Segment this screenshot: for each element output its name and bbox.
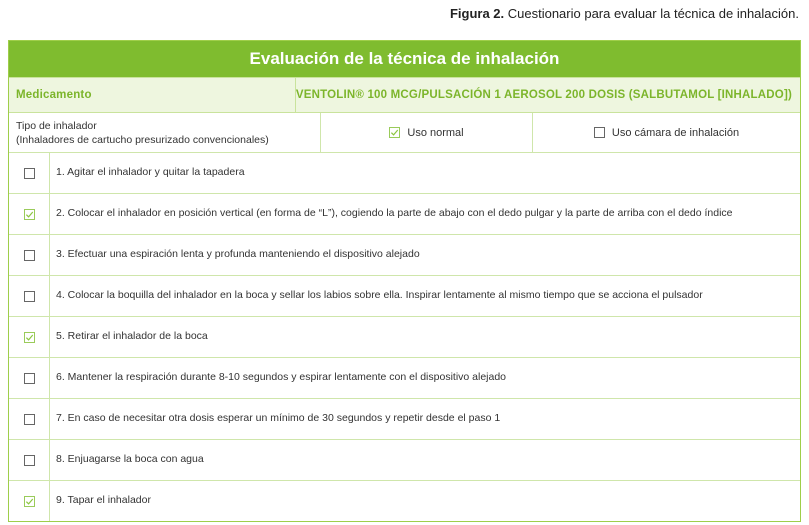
step-row bbox=[9, 358, 800, 399]
normal-use-checkbox[interactable] bbox=[389, 127, 400, 138]
step-text: 8. Enjuagarse la boca con agua bbox=[56, 453, 204, 466]
inhaler-type-row bbox=[9, 113, 800, 153]
step-row bbox=[9, 440, 800, 481]
figure-caption-text: Cuestionario para evaluar la técnica de inhalación. bbox=[504, 6, 799, 21]
step-text: 3. Efectuar una espiración lenta y profunda manteniendo el dispositivo alejado bbox=[56, 248, 420, 261]
step-row bbox=[9, 399, 800, 440]
chamber-use-checkbox[interactable] bbox=[594, 127, 605, 138]
step-text: 6. Mantener la respiración durante 8-10 segundos y espirar lentamente con el dispositivo alejado bbox=[56, 371, 507, 384]
normal-use-label: Uso normal bbox=[407, 126, 464, 139]
step-checkbox[interactable] bbox=[24, 414, 35, 425]
step-checkbox[interactable] bbox=[24, 250, 35, 261]
medicine-value: VENTOLIN® 100 MCG/PULSACIÓN 1 AEROSOL 200 DOSIS (SALBUTAMOL [INHALADO]) bbox=[295, 89, 792, 101]
step-row bbox=[9, 481, 800, 521]
inhalation-technique-form bbox=[8, 40, 801, 522]
step-row bbox=[9, 317, 800, 358]
step-checkbox[interactable] bbox=[24, 496, 35, 507]
check-icon bbox=[25, 210, 34, 219]
step-row bbox=[9, 276, 800, 317]
step-row bbox=[9, 153, 800, 194]
step-row bbox=[9, 194, 800, 235]
check-icon bbox=[390, 128, 399, 137]
steps-list bbox=[9, 153, 800, 521]
inhaler-type-cell bbox=[9, 113, 321, 152]
chamber-use-label: Uso cámara de inhalación bbox=[611, 126, 740, 139]
step-checkbox[interactable] bbox=[24, 455, 35, 466]
step-text: 9. Tapar el inhalador bbox=[56, 494, 151, 507]
figure-caption bbox=[450, 6, 799, 21]
inhaler-type-label: Tipo de inhalador bbox=[16, 119, 97, 132]
step-text: 7. En caso de necesitar otra dosis esperar un mínimo de 30 segundos y repetir desde el paso 1 bbox=[56, 412, 501, 425]
step-text: 1. Agitar el inhalador y quitar la tapadera bbox=[56, 166, 245, 179]
figure-label: Figura 2. bbox=[449, 6, 505, 21]
step-checkbox[interactable] bbox=[24, 373, 35, 384]
form-title: Evaluación de la técnica de inhalación bbox=[9, 41, 800, 77]
step-text: 2. Colocar el inhalador en posición vertical (en forma de “L”), cogiendo la parte de abajo con el dedo pulgar y la parte de arriba con el dedo índice bbox=[56, 207, 733, 220]
step-text: 4. Colocar la boquilla del inhalador en la boca y sellar los labios sobre ella. Inspirar lentamente al mismo tiempo que se acciona el pulsador bbox=[56, 289, 703, 302]
inhaler-type-sub: (Inhaladores de cartucho presurizado convencionales) bbox=[16, 133, 269, 146]
medicine-label: Medicamento bbox=[9, 78, 296, 112]
option-normal-use[interactable] bbox=[321, 113, 533, 152]
option-chamber-use[interactable] bbox=[533, 113, 800, 152]
step-text: 5. Retirar el inhalador de la boca bbox=[56, 330, 208, 343]
check-icon bbox=[25, 497, 34, 506]
medicine-row bbox=[9, 77, 800, 113]
step-checkbox[interactable] bbox=[24, 291, 35, 302]
step-checkbox[interactable] bbox=[24, 168, 35, 179]
step-row bbox=[9, 235, 800, 276]
check-icon bbox=[25, 333, 34, 342]
step-checkbox[interactable] bbox=[24, 209, 35, 220]
step-checkbox[interactable] bbox=[24, 332, 35, 343]
